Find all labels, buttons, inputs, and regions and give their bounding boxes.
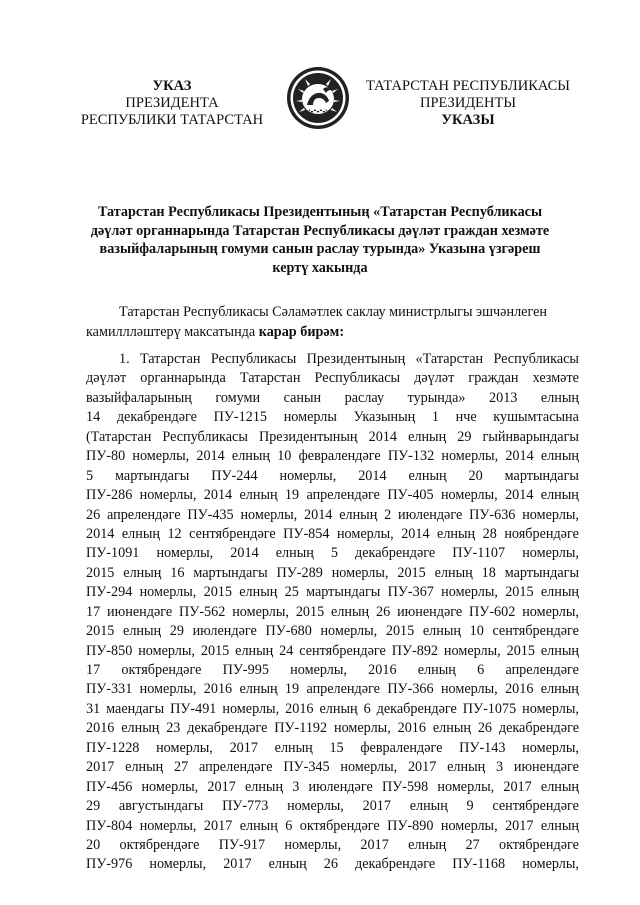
body-word: апрелендәге bbox=[505, 662, 579, 678]
body-word: 2017 bbox=[360, 836, 389, 853]
body-word: «Татарстан bbox=[415, 351, 484, 367]
body-line bbox=[86, 700, 579, 719]
body-word: 1. bbox=[119, 351, 130, 367]
body-word: июнендәге bbox=[513, 759, 579, 776]
body-word: номерлы, bbox=[287, 798, 344, 815]
body-word: 5 bbox=[330, 545, 338, 562]
body-line bbox=[86, 583, 579, 602]
body-word: 2014 bbox=[358, 467, 387, 484]
body-word: 2016 bbox=[397, 720, 426, 737]
body-word: 31 bbox=[86, 700, 101, 717]
body-line bbox=[86, 603, 579, 622]
body-word: номерлы, bbox=[139, 817, 197, 834]
body-word: елның bbox=[434, 564, 473, 581]
body-word: Татарстан bbox=[139, 351, 201, 367]
body-word: 2017 bbox=[207, 778, 236, 795]
body-word: номерлы, bbox=[441, 584, 498, 601]
body-word: мартындагы bbox=[306, 584, 381, 601]
body-line bbox=[86, 661, 579, 680]
body-word: Республикасы bbox=[314, 370, 401, 387]
body-word: 19 bbox=[284, 487, 300, 504]
body-word: елның bbox=[121, 720, 160, 737]
body-word: гомуми bbox=[215, 389, 261, 406]
body-word: июлендәге bbox=[308, 778, 373, 795]
body-word: ПУ-602 bbox=[469, 603, 516, 620]
body-word: 2013 bbox=[489, 389, 518, 406]
body-word: елның bbox=[540, 389, 579, 406]
body-word: 2 bbox=[384, 506, 392, 523]
body-word: ПУ-680 bbox=[265, 623, 312, 640]
body-word: ПУ-456 bbox=[86, 778, 133, 795]
body-word: номерлы, bbox=[522, 700, 579, 717]
body-word: елның bbox=[239, 681, 278, 698]
body-word: номерлы, bbox=[336, 525, 394, 542]
body-word: кушымтасына bbox=[493, 409, 579, 426]
body-word: номерлы, bbox=[522, 856, 579, 873]
title-line: вазыйфаларының гомуми санын раслау турында» Указына үзгәреш bbox=[99, 241, 541, 257]
body-word: 2015 bbox=[385, 623, 415, 640]
body-word: декабрендәге bbox=[355, 545, 436, 562]
body-word: 2017 bbox=[229, 739, 258, 756]
body-word: номерлы, bbox=[156, 545, 214, 562]
body-line bbox=[86, 817, 579, 836]
body-word: 23 bbox=[166, 720, 181, 737]
body-word: июлендәге bbox=[192, 623, 257, 640]
body-word: Указының bbox=[353, 409, 416, 426]
body-word: 16 bbox=[170, 564, 185, 581]
body-word: 27 bbox=[465, 836, 480, 853]
body-word: ПУ-331 bbox=[86, 681, 133, 698]
body-word: Президентының bbox=[306, 351, 406, 367]
body-word: елның bbox=[123, 623, 162, 640]
body-word: 9 bbox=[466, 798, 474, 815]
body-word: 26 bbox=[86, 506, 101, 523]
body-word: ПУ-244 bbox=[211, 467, 258, 484]
body-line bbox=[86, 564, 579, 583]
body-word: ПУ-1192 bbox=[274, 720, 328, 737]
body-word: номерлы bbox=[283, 409, 337, 426]
body-word: сентябрендәге bbox=[492, 623, 579, 640]
body-word: июнендәге bbox=[397, 603, 463, 620]
body-word: елның bbox=[417, 662, 456, 678]
body-word: ПУ-804 bbox=[86, 817, 133, 834]
body-word: 2017 bbox=[407, 759, 437, 776]
body-word: номерлы, bbox=[279, 467, 337, 484]
body-word: номерлы, bbox=[333, 720, 391, 737]
body-word: ПУ-294 bbox=[86, 584, 133, 601]
body-word: граждан bbox=[468, 370, 519, 387]
body-word: 14 bbox=[86, 409, 101, 426]
body-word: ПУ-917 bbox=[218, 836, 266, 853]
body-word: дәүләт bbox=[86, 370, 127, 387]
body-word: февралендәге bbox=[360, 739, 443, 756]
body-word: номерлы, bbox=[139, 584, 197, 601]
body-word: 29 bbox=[169, 623, 184, 640]
body-word: номерлы, bbox=[331, 564, 389, 581]
body-word: Татарстан bbox=[239, 370, 301, 387]
body-word: 2014 bbox=[401, 525, 430, 542]
body-word: 2017 bbox=[203, 817, 233, 834]
body-word: сентябрендәге bbox=[189, 525, 276, 542]
body-line bbox=[86, 486, 579, 505]
body-word: 26 bbox=[477, 720, 492, 737]
body-word: 12 bbox=[167, 525, 182, 542]
body-word: номерлы, bbox=[139, 681, 197, 698]
body-word: 3 bbox=[495, 759, 504, 776]
body-word: дәүләт bbox=[414, 370, 455, 387]
body-line bbox=[86, 350, 579, 369]
body-word: ноябрендәге bbox=[504, 525, 579, 542]
body-word: 2015 bbox=[506, 642, 535, 659]
body-word: 2015 bbox=[505, 584, 534, 601]
body-word: ПУ-289 bbox=[276, 564, 323, 581]
body-line bbox=[86, 797, 579, 816]
body-word: елның bbox=[239, 584, 278, 601]
body-word: 2017 bbox=[505, 817, 534, 834]
body-line bbox=[86, 544, 579, 563]
body-word: номерлы, bbox=[441, 448, 499, 465]
title-line: дәүләт органнарында Татарстан Республикасы дәүләт граждан хезмәте bbox=[90, 222, 550, 239]
body-word: номерлы, bbox=[290, 662, 347, 678]
body-line bbox=[86, 758, 579, 777]
intro-line-2 bbox=[86, 323, 570, 343]
body-word: ПУ-366 bbox=[387, 681, 434, 698]
body-word: 24 bbox=[279, 642, 294, 659]
body-word: декабрендәге bbox=[187, 720, 268, 737]
body-word: номерлы, bbox=[440, 487, 498, 504]
body-line bbox=[86, 836, 579, 855]
body-word: 2015 bbox=[397, 564, 426, 581]
body-word: ПУ-598 bbox=[381, 778, 429, 795]
body-word: елның bbox=[540, 778, 579, 795]
body-word: сентябрендәге bbox=[492, 798, 579, 815]
body-word: елның bbox=[437, 525, 476, 542]
body-word: 5 bbox=[86, 467, 94, 484]
body-word: 2016 bbox=[203, 681, 233, 698]
body-word: елның bbox=[235, 642, 274, 659]
body-word: ПУ-405 bbox=[387, 487, 434, 504]
body-word: декабрендәге bbox=[116, 409, 197, 426]
body-word: турында» bbox=[407, 389, 466, 406]
body-word: елның bbox=[540, 817, 579, 834]
body-word: 1 bbox=[431, 409, 439, 426]
body-word: ПУ-345 bbox=[283, 759, 330, 776]
body-word: елның bbox=[239, 487, 278, 504]
document-title bbox=[84, 203, 556, 277]
body-word: 17 bbox=[86, 662, 101, 678]
header-left-line-3: РЕСПУБЛИКИ ТАТАРСТАН bbox=[80, 112, 264, 128]
intro-decision-phrase: карар бирәм: bbox=[258, 323, 345, 340]
body-word: октябрендәге bbox=[498, 836, 579, 853]
body-word: 2016 bbox=[368, 662, 397, 678]
body-word: номерлы, bbox=[522, 603, 579, 620]
body-word: 2014 bbox=[505, 487, 534, 504]
body-word: 3 bbox=[292, 778, 300, 795]
body-word: елның bbox=[268, 856, 307, 873]
body-word: августындагы bbox=[118, 798, 204, 815]
body-word: номерлы, bbox=[440, 681, 498, 698]
body-word: декабрендәге bbox=[376, 700, 457, 717]
body-word: вазыйфаларының bbox=[86, 389, 192, 406]
body-word: номерлы, bbox=[437, 778, 495, 795]
body-word: апрелендәге bbox=[107, 506, 181, 523]
body-word: (Татарстан bbox=[86, 428, 152, 445]
body-word: 18 bbox=[481, 564, 496, 581]
body-line bbox=[86, 506, 579, 525]
body-word: 2014 bbox=[203, 487, 233, 504]
body-word: 6 bbox=[363, 700, 371, 717]
body-word: елның bbox=[239, 817, 278, 834]
body-word: елның bbox=[121, 525, 160, 542]
intro-line-2-text: камиллләштерү максатында bbox=[86, 323, 259, 340]
body-word: елның bbox=[231, 448, 271, 465]
body-word: елның bbox=[274, 739, 313, 756]
body-word: ПУ-995 bbox=[222, 662, 269, 678]
body-word: 15 bbox=[329, 739, 344, 756]
body-word: нче bbox=[455, 409, 477, 426]
body-word: 2014 bbox=[230, 545, 259, 562]
body-word: 29 bbox=[457, 428, 472, 445]
body-line bbox=[86, 525, 579, 544]
intro-line-1: Татарстан Республикасы Сәламәтлек саклау министрлыгы эшчәнлеген bbox=[119, 304, 547, 320]
body-word: 26 bbox=[376, 603, 391, 620]
body-word: номерлы, bbox=[156, 739, 213, 756]
body-word: елның bbox=[409, 798, 448, 815]
header-right-block bbox=[358, 78, 578, 129]
body-word: раслау bbox=[344, 389, 385, 406]
body-word: номерлы, bbox=[522, 545, 579, 562]
body-word: 2015 bbox=[203, 584, 232, 601]
body-word: 2017 bbox=[86, 759, 115, 776]
body-line bbox=[86, 855, 579, 874]
body-word: апрелендәге bbox=[306, 681, 380, 698]
body-word: ПУ-1168 bbox=[452, 856, 506, 873]
body-word: 25 bbox=[284, 584, 299, 601]
body-word: июнендәге bbox=[107, 603, 173, 620]
body-word: ПУ-854 bbox=[283, 525, 330, 542]
body-word: ПУ-976 bbox=[86, 856, 133, 873]
body-word: номерлы, bbox=[139, 487, 197, 504]
body-word: 2014 bbox=[505, 448, 534, 465]
body-line bbox=[86, 778, 579, 797]
body-word: мартындагы bbox=[504, 564, 579, 581]
body-word: 6 bbox=[285, 817, 293, 834]
body-word: 28 bbox=[482, 525, 497, 542]
body-word: 2017 bbox=[503, 778, 532, 795]
body-word: елның bbox=[422, 623, 461, 640]
body-word: номерлы, bbox=[141, 778, 199, 795]
body-line bbox=[86, 622, 579, 641]
body-word: елның bbox=[408, 428, 447, 445]
body-word: ПУ-1075 bbox=[462, 700, 517, 717]
body-word: 2017 bbox=[362, 798, 391, 815]
body-word: 2016 bbox=[285, 700, 314, 717]
body-word: 10 bbox=[277, 448, 292, 465]
body-word: Республикасы bbox=[493, 351, 579, 367]
header-right-line-2: ПРЕЗИДЕНТЫ bbox=[419, 95, 517, 111]
body-word: елның bbox=[339, 506, 378, 523]
body-word: елның bbox=[540, 681, 579, 698]
body-word: номерлы, bbox=[138, 642, 195, 659]
body-word: октябрендәге bbox=[119, 836, 200, 853]
body-word: ПУ-850 bbox=[86, 642, 133, 659]
header-left-line-2: ПРЕЗИДЕНТА bbox=[125, 95, 219, 111]
title-line: кертү хакында bbox=[272, 259, 368, 276]
body-word: ПУ-1091 bbox=[86, 545, 140, 562]
body-word: ПУ-890 bbox=[387, 817, 434, 834]
body-word: номерлы, bbox=[443, 642, 501, 659]
body-word: ПУ-80 bbox=[86, 448, 126, 465]
body-word: номерлы, bbox=[522, 506, 579, 523]
body-word: номерлы, bbox=[440, 817, 498, 834]
body-word: ПУ-132 bbox=[387, 448, 435, 465]
body-word: елның bbox=[540, 487, 579, 504]
body-word: елның bbox=[123, 564, 162, 581]
body-word: 2014 bbox=[304, 506, 333, 523]
body-line bbox=[86, 680, 579, 699]
body-line bbox=[86, 739, 579, 758]
body-word: Республикасы bbox=[210, 351, 297, 367]
body-word: елның bbox=[447, 759, 486, 776]
body-word: 17 bbox=[86, 603, 101, 620]
body-word: Республикасы bbox=[162, 428, 248, 445]
body-word: елның bbox=[275, 545, 314, 562]
body-paragraph bbox=[86, 350, 579, 875]
body-word: Президентының bbox=[258, 428, 358, 445]
header-left-block bbox=[72, 78, 272, 129]
body-word: ПУ-1215 bbox=[213, 409, 268, 426]
body-line bbox=[86, 408, 579, 427]
body-word: маендагы bbox=[106, 700, 165, 717]
body-word: елның bbox=[125, 759, 164, 776]
body-word: номерлы, bbox=[320, 623, 378, 640]
body-word: ПУ-636 bbox=[469, 506, 516, 523]
body-word: мартындагы bbox=[115, 467, 190, 484]
body-word: сентябрендәге bbox=[299, 642, 386, 659]
body-word: 2017 bbox=[223, 856, 252, 873]
body-word: ПУ-286 bbox=[86, 487, 133, 504]
tatarstan-emblem-icon bbox=[285, 65, 351, 131]
body-word: 2016 bbox=[505, 681, 534, 698]
body-word: ПУ-491 bbox=[170, 700, 217, 717]
body-word: номерлы, bbox=[149, 856, 207, 873]
body-word: номерлы, bbox=[232, 603, 289, 620]
body-word: 27 bbox=[174, 759, 189, 776]
header-left-line-1: УКАЗ bbox=[152, 78, 192, 94]
body-word: декабрендәге bbox=[355, 856, 436, 873]
body-word: ПУ-367 bbox=[387, 584, 434, 601]
body-word: февралендәге bbox=[298, 448, 381, 465]
body-word: елның bbox=[408, 467, 447, 484]
body-word: 26 bbox=[323, 856, 338, 873]
body-word: ПУ-143 bbox=[459, 739, 506, 756]
body-word: номерлы, bbox=[340, 759, 398, 776]
body-word: ПУ-892 bbox=[391, 642, 439, 659]
body-line bbox=[86, 389, 579, 408]
body-line bbox=[86, 467, 579, 486]
body-word: октябрендәге bbox=[299, 817, 380, 834]
body-word: номерлы, bbox=[284, 836, 342, 853]
body-line bbox=[86, 642, 579, 661]
body-word: 2015 bbox=[200, 642, 230, 659]
header-right-line-1: ТАТАРСТАН РЕСПУБЛИКАСЫ bbox=[366, 78, 570, 94]
body-word: ПУ-773 bbox=[222, 798, 269, 815]
body-word: 2014 bbox=[196, 448, 225, 465]
body-word: елның bbox=[331, 603, 370, 620]
body-word: елның bbox=[244, 778, 284, 795]
body-word: номерлы, bbox=[240, 506, 298, 523]
body-word: 20 bbox=[86, 836, 101, 853]
body-word: елның bbox=[540, 584, 579, 601]
body-word: номерлы, bbox=[522, 739, 579, 756]
body-word: мартындагы bbox=[504, 467, 579, 484]
body-word: елның bbox=[540, 448, 579, 465]
header-right-line-3: УКАЗЫ bbox=[441, 112, 495, 128]
body-word: санын bbox=[283, 389, 322, 406]
body-word: 2014 bbox=[368, 428, 397, 445]
intro-paragraph bbox=[86, 303, 570, 342]
body-word: 2015 bbox=[86, 564, 115, 581]
body-word: хезмәте bbox=[532, 370, 579, 387]
body-line bbox=[86, 428, 579, 447]
body-word: 2016 bbox=[86, 720, 115, 737]
body-word: 20 bbox=[468, 467, 483, 484]
body-word: 6 bbox=[477, 662, 485, 678]
body-line bbox=[86, 369, 579, 388]
body-word: ПУ-562 bbox=[179, 603, 226, 620]
body-word: номерлы, bbox=[222, 700, 280, 717]
body-line bbox=[86, 719, 579, 738]
body-word: ПУ-1228 bbox=[86, 739, 140, 756]
body-word: ПУ-435 bbox=[187, 506, 234, 523]
body-word: 2014 bbox=[86, 525, 115, 542]
body-word: органнарында bbox=[140, 370, 226, 387]
body-word: 19 bbox=[284, 681, 300, 698]
body-word: 29 bbox=[86, 798, 101, 815]
body-word: елның bbox=[432, 720, 471, 737]
body-line bbox=[86, 447, 579, 466]
body-word: мартындагы bbox=[193, 564, 268, 581]
body-word: апрелендәге bbox=[199, 759, 273, 776]
body-word: 2015 bbox=[86, 623, 115, 640]
body-word: апрелендәге bbox=[306, 487, 380, 504]
body-word: гыйнварындагы bbox=[482, 428, 579, 445]
body-word: номерлы, bbox=[132, 448, 190, 465]
body-word: елның bbox=[319, 700, 358, 717]
body-word: октябрендәге bbox=[121, 662, 202, 678]
body-word: елның bbox=[408, 836, 447, 853]
title-line: Татарстан Республикасы Президентының «Татарстан Республикасы bbox=[97, 204, 543, 220]
body-word: 10 bbox=[469, 623, 484, 640]
body-word: ПУ-1107 bbox=[452, 545, 506, 562]
body-word: июлендәге bbox=[398, 506, 463, 523]
body-word: 2015 bbox=[295, 603, 325, 620]
body-word: елның bbox=[540, 642, 579, 659]
body-word: декабрендәге bbox=[498, 720, 579, 737]
